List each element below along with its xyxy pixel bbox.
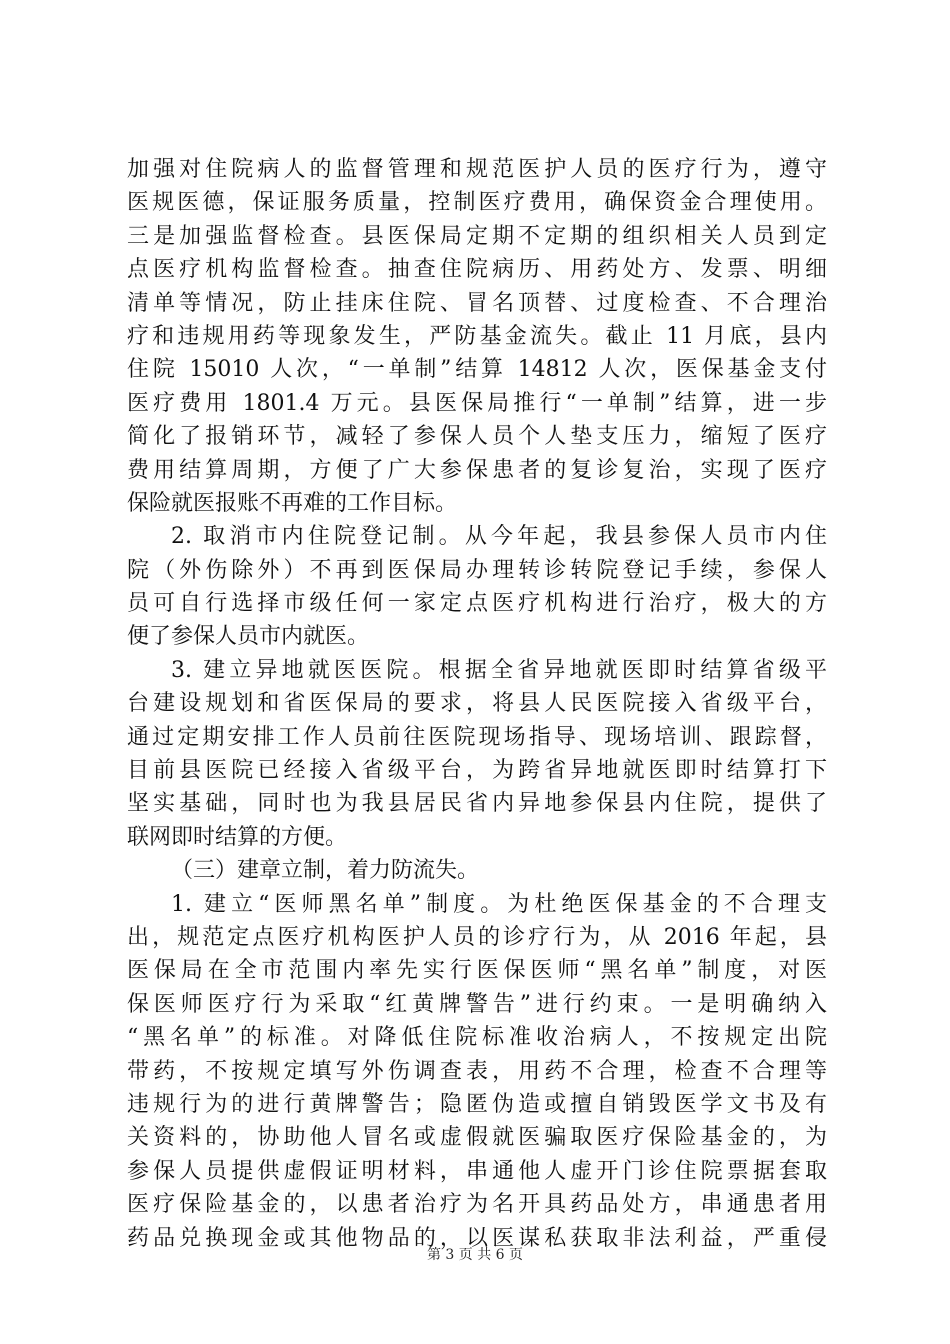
text-line: 关资料的，协助他人冒名或虚假就医骗取医疗保险基金的，为 [127, 1125, 827, 1151]
text-line: 台建设规划和省医保局的要求，将县人民医院接入省级平台， [127, 691, 827, 717]
text-line: 保险就医报账不再难的工作目标。 [127, 490, 458, 516]
text-line: 联网即时结算的方便。 [127, 824, 348, 850]
text-line: 便了参保人员市内就医。 [127, 624, 370, 650]
text-line: 参保人员提供虚假证明材料，串通他人虚开门诊住院票据套取 [127, 1158, 827, 1184]
text-line: 1. 建立“医师黑名单”制度。为杜绝医保基金的不合理支 [171, 891, 827, 917]
text-line: 医疗保险基金的，以患者治疗为名开具药品处方，串通患者用 [127, 1192, 827, 1218]
text-line: 保医师医疗行为采取“红黄牌警告”进行约束。一是明确纳入 [127, 991, 827, 1017]
text-line: 药品兑换现金或其他物品的，以医谋私获取非法利益，严重侵 [127, 1225, 827, 1251]
text-line: “黑名单”的标准。对降低住院标准收治病人，不按规定出院 [127, 1025, 827, 1051]
text-line: 简化了报销环节，减轻了参保人员个人垫支压力，缩短了医疗 [127, 424, 827, 450]
text-line: 点医疗机构监督检查。抽查住院病历、用药处方、发票、明细 [127, 257, 827, 283]
text-line: 住院 15010 人次，“一单制”结算 14812 人次，医保基金支付 [127, 357, 827, 383]
text-line: 出，规范定点医疗机构医护人员的诊疗行为，从 2016 年起，县 [127, 924, 827, 950]
text-line: （三）建章立制，着力防流失。 [171, 858, 480, 884]
text-line: 2. 取消市内住院登记制。从今年起，我县参保人员市内住 [171, 524, 827, 550]
text-line: 医疗费用 1801.4 万元。县医保局推行“一单制”结算，进一步 [127, 390, 827, 416]
text-line: 通过定期安排工作人员前往医院现场指导、现场培训、跟踪督， [127, 724, 827, 750]
text-line: 目前县医院已经接入省级平台，为跨省异地就医即时结算打下 [127, 758, 827, 784]
text-line: 加强对住院病人的监督管理和规范医护人员的医疗行为，遵守 [127, 157, 827, 182]
text-line: 费用结算周期，方便了广大参保患者的复诊复治，实现了医疗 [127, 457, 827, 483]
text-line: 三是加强监督检查。县医保局定期不定期的组织相关人员到定 [127, 223, 827, 249]
text-line: 坚实基础，同时也为我县居民省内异地参保县内住院，提供了 [127, 791, 827, 817]
text-line: 医规医德，保证服务质量，控制医疗费用，确保资金合理使用。 [127, 190, 827, 216]
text-line: 清单等情况，防止挂床住院、冒名顶替、过度检查、不合理治 [127, 290, 827, 316]
text-line: 疗和违规用药等现象发生，严防基金流失。截止 11 月底，县内 [127, 323, 827, 349]
text-line: 员可自行选择市级任何一家定点医疗机构进行治疗，极大的方 [127, 591, 827, 617]
text-line: 医保局在全市范围内率先实行医保医师“黑名单”制度，对医 [127, 958, 827, 984]
text-line: 3. 建立异地就医医院。根据全省异地就医即时结算省级平 [171, 657, 827, 683]
text-line: 带药，不按规定填写外伤调查表，用药不合理，检查不合理等 [127, 1058, 827, 1084]
document-body [127, 153, 827, 1255]
text-line: 院（外伤除外）不再到医保局办理转诊转院登记手续，参保人 [127, 557, 827, 583]
page-number-footer: 第 3 页 共 6 页 [426, 1247, 524, 1263]
text-line: 违规行为的进行黄牌警告；隐匿伪造或擅自销毁医学文书及有 [127, 1091, 827, 1117]
